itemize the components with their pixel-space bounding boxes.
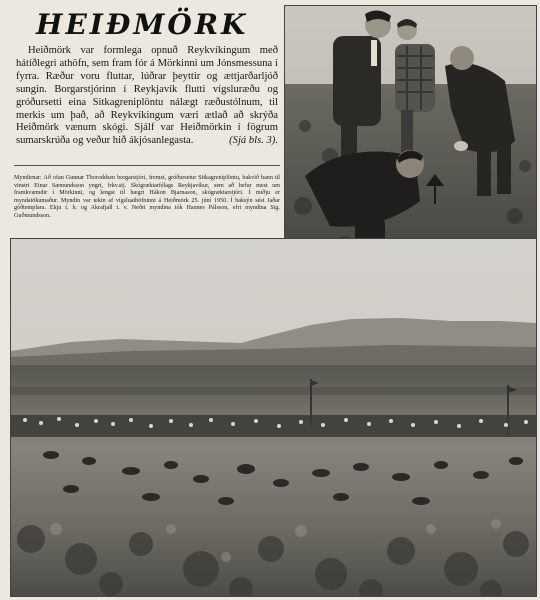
bottom-photo — [10, 238, 537, 597]
divider-rule — [14, 165, 280, 166]
page-reference: (Sjá bls. 3). — [229, 135, 278, 147]
article-title: HEIÐMÖRK — [36, 8, 249, 41]
photo-caption: Myndirnar: Að ofan Gunnar Thoroddsen borgarstjóri, fremst, gróðursetur Sitkagreniplöntu, bakvið hann til vinstri Einar Sæmundsson yngri, frkv.stj. Skógræktarfélags Reykjavíkur, sem að hefur mest um framkvæmdir í Mörkinni, og lengst til hægri Hákon Bjarnason, skógræktarstjóri. Í miðju er myndatökumaður. Myndin var tekin af vígsluathöfninni á Heiðmörk 25. júní 1950. Í baksýn sést Jaðar góðtemplara. Ekju t. h. og Akrafjall t. v. Neðri myndina tók Hannes Pálsson, efri myndina Sig. Guðmundsson. — [14, 175, 280, 219]
article-lead — [16, 45, 278, 148]
bottom-photo-image — [11, 239, 536, 596]
article-lead-text: Heiðmörk var formlega opnuð Reykvíkingum með hátíðlegri athöfn, sem fram fór á Mörkinni um Jónsmessuna í fyrra. Ræður voru fluttar, lúðrar þeyttir og ættjarðarljóð sungin. Borgarstjórinn í Reykjavík flutti vígsluræðu og gróðursetti eina Sitkagreniplöntu nálægt ræðustólnum, til merkis um það, að Reykvíkingum væri ætlað að skrýða Heiðmörk vænum skógi. Sjálf var Heiðmörkin í fögrum sumarskrúða og veður hið ákjósanlegasta. — [16, 45, 278, 147]
